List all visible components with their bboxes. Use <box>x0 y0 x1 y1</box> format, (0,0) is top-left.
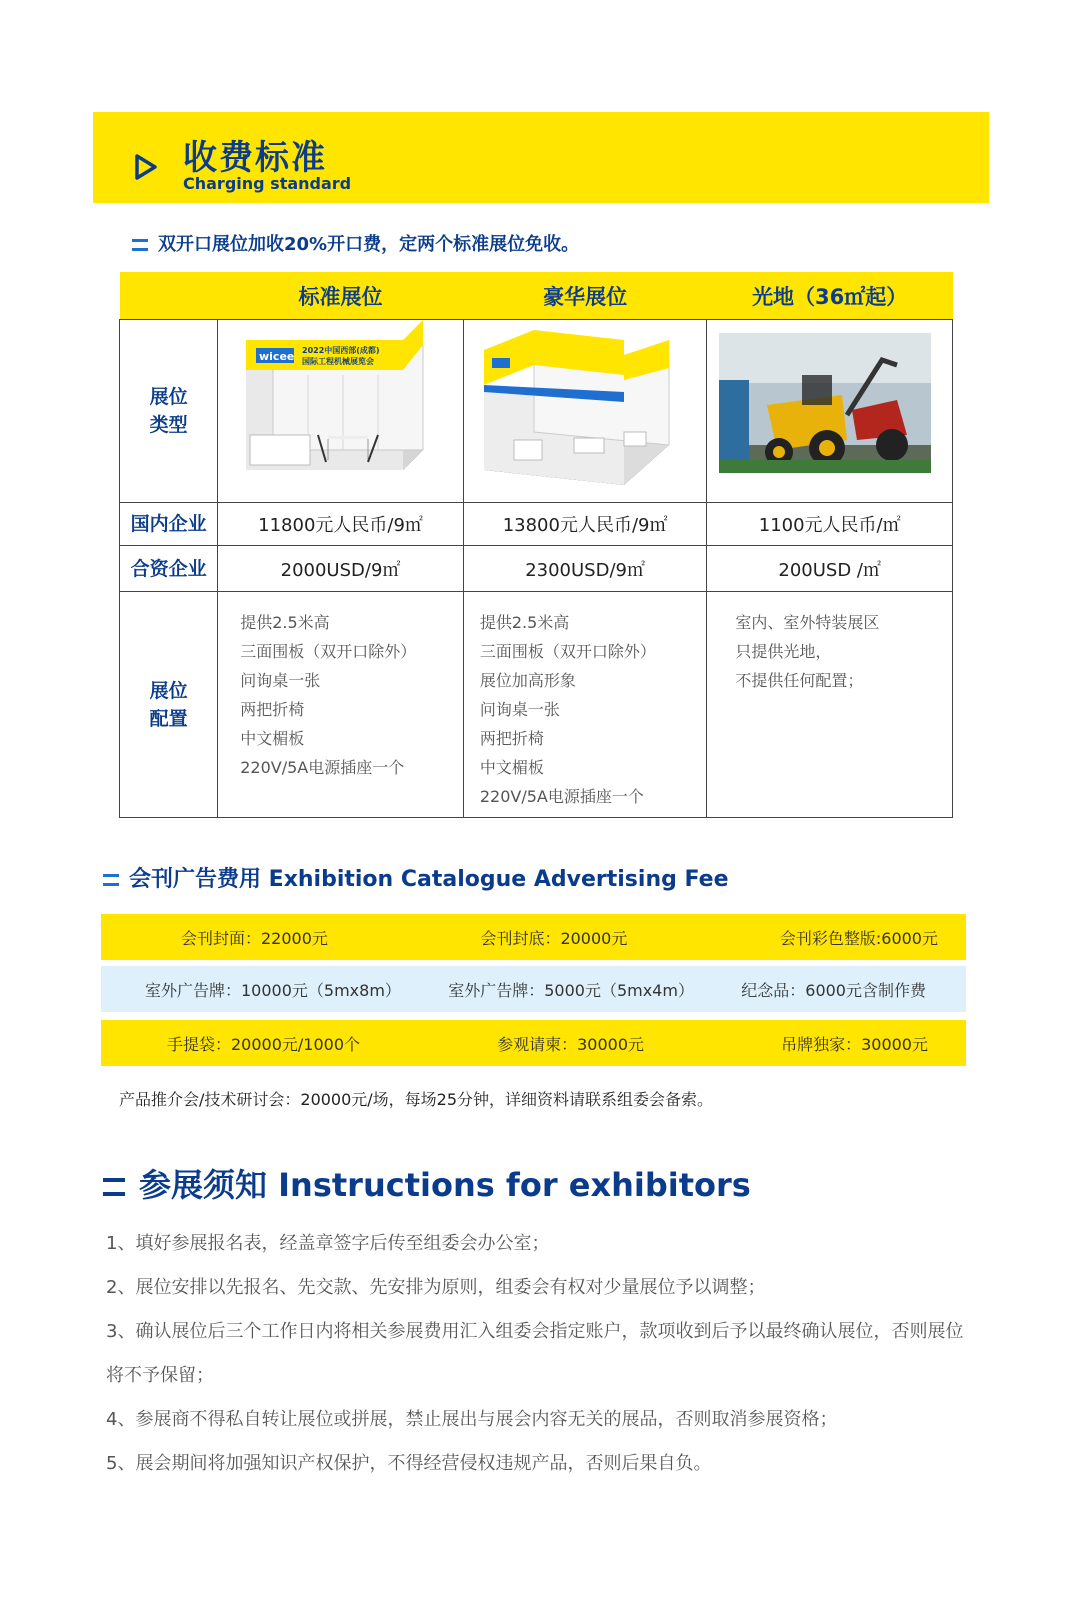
ad-item: 吊牌独家：30000元 <box>781 1034 928 1054</box>
list-item: 5、展会期间将加强知识产权保护，不得经营侵权违规产品，否则后果自负。 <box>106 1453 712 1474</box>
price-cell: 13800元人民币/9㎡ <box>463 503 707 546</box>
list-item: 2、展位安排以先报名、先交款、先安排为原则，组委会有权对少量展位予以调整； <box>106 1277 766 1298</box>
config-item: 只提供光地， <box>735 642 832 661</box>
header-corner <box>120 272 218 320</box>
section-banner <box>93 112 989 203</box>
double-bar-icon <box>103 874 119 886</box>
config-item: 问询桌一张 <box>240 671 321 690</box>
config-list <box>218 592 464 818</box>
svg-text:wicee: wicee <box>259 350 295 363</box>
ad-item: 手提袋：20000元/1000个 <box>167 1034 361 1054</box>
standard-booth-illustration <box>218 320 456 498</box>
ad-row <box>101 1020 966 1066</box>
ad-section-title: 会刊广告费用 Exhibition Catalogue Advertising Fee <box>103 862 729 893</box>
banner-subtitle: Charging standard <box>183 174 352 193</box>
price-cell: 1100元人民币/㎡ <box>707 503 953 546</box>
raw-space-photo <box>707 320 953 503</box>
table-row <box>120 546 953 592</box>
row-label-type: 展位 类型 <box>120 320 218 503</box>
config-item: 提供2.5米高 <box>240 613 330 632</box>
price-cell: 2300USD/9㎡ <box>463 546 707 592</box>
ad-item: 会刊彩色整版:6000元 <box>779 928 938 948</box>
price-cell: 200USD /㎡ <box>707 546 953 592</box>
row-label-config: 展位 配置 <box>120 592 218 818</box>
list-item: 3、确认展位后三个工作日内将相关参展费用汇入组委会指定账户，款项收到后予以最终确认展位，否则展位将不予保留； <box>106 1321 964 1386</box>
row-label-jv: 合资企业 <box>120 546 218 592</box>
banner-title: 收费标准 <box>183 138 327 178</box>
ad-item: 会刊封面：22000元 <box>181 928 328 948</box>
table-row <box>120 592 953 818</box>
ad-row <box>101 914 966 960</box>
open-fee-note: 双开口展位加收20%开口费，定两个标准展位免收。 <box>132 230 579 256</box>
config-item: 两把折椅 <box>240 700 305 719</box>
config-item: 不提供任何配置； <box>735 671 864 690</box>
config-item: 室内、室外特装展区 <box>735 613 880 632</box>
price-cell: 2000USD/9㎡ <box>218 546 464 592</box>
config-item: 展位加高形象 <box>479 671 576 690</box>
ad-item: 纪念品：6000元含制作费 <box>741 980 926 1000</box>
row-label-domestic: 国内企业 <box>120 503 218 546</box>
config-item: 问询桌一张 <box>479 700 560 719</box>
double-bar-icon <box>132 239 148 251</box>
list-item: 4、参展商不得私自转让展位或拼展，禁止展出与展会内容无关的展品，否则取消参展资格； <box>106 1409 838 1430</box>
config-item: 220V/5A电源插座一个 <box>479 787 644 806</box>
luxury-booth-illustration <box>464 320 700 498</box>
header-raw-space: 光地（36㎡起） <box>707 272 953 320</box>
table-row <box>120 320 953 503</box>
config-item: 两把折椅 <box>479 729 544 748</box>
config-list <box>463 592 707 818</box>
luxury-booth-image <box>463 320 707 503</box>
config-item: 三面围板（双开口除外） <box>240 642 417 661</box>
seminar-fee-note: 产品推介会/技术研讨会：20000元/场，每场25分钟，详细资料请联系组委会备索。 <box>119 1090 714 1109</box>
ad-item: 参观请柬：30000元 <box>497 1034 644 1054</box>
play-triangle-icon <box>135 154 157 180</box>
svg-text:2022中国西部(成都): 2022中国西部(成都) <box>302 346 380 355</box>
standard-booth-image <box>218 320 464 503</box>
table-header-row <box>120 272 953 320</box>
price-cell: 11800元人民币/9㎡ <box>218 503 464 546</box>
booth-price-table <box>119 272 953 818</box>
config-item: 中文楣板 <box>479 758 544 777</box>
config-item: 提供2.5米高 <box>479 613 570 632</box>
config-item: 220V/5A电源插座一个 <box>240 758 405 777</box>
svg-text:国际工程机械展览会: 国际工程机械展览会 <box>302 357 375 366</box>
header-standard: 标准展位 <box>218 272 464 320</box>
ad-item: 会刊封底：20000元 <box>480 928 628 948</box>
instructions-list <box>106 1222 976 1486</box>
instructions-title: 参展须知 Instructions for exhibitors <box>103 1160 751 1206</box>
double-bar-icon <box>103 1178 125 1196</box>
config-item: 三面围板（双开口除外） <box>479 642 656 661</box>
config-list <box>707 592 953 818</box>
ad-item: 室外广告牌：5000元（5mx4m） <box>448 980 694 1000</box>
list-item: 1、填好参展报名表，经盖章签字后传至组委会办公室； <box>106 1233 550 1254</box>
excavator-photo-illustration <box>707 320 947 498</box>
ad-row <box>101 966 966 1012</box>
table-row <box>120 503 953 546</box>
header-luxury: 豪华展位 <box>463 272 707 320</box>
config-item: 中文楣板 <box>240 729 305 748</box>
ad-item: 室外广告牌：10000元（5mx8m） <box>145 980 401 1000</box>
